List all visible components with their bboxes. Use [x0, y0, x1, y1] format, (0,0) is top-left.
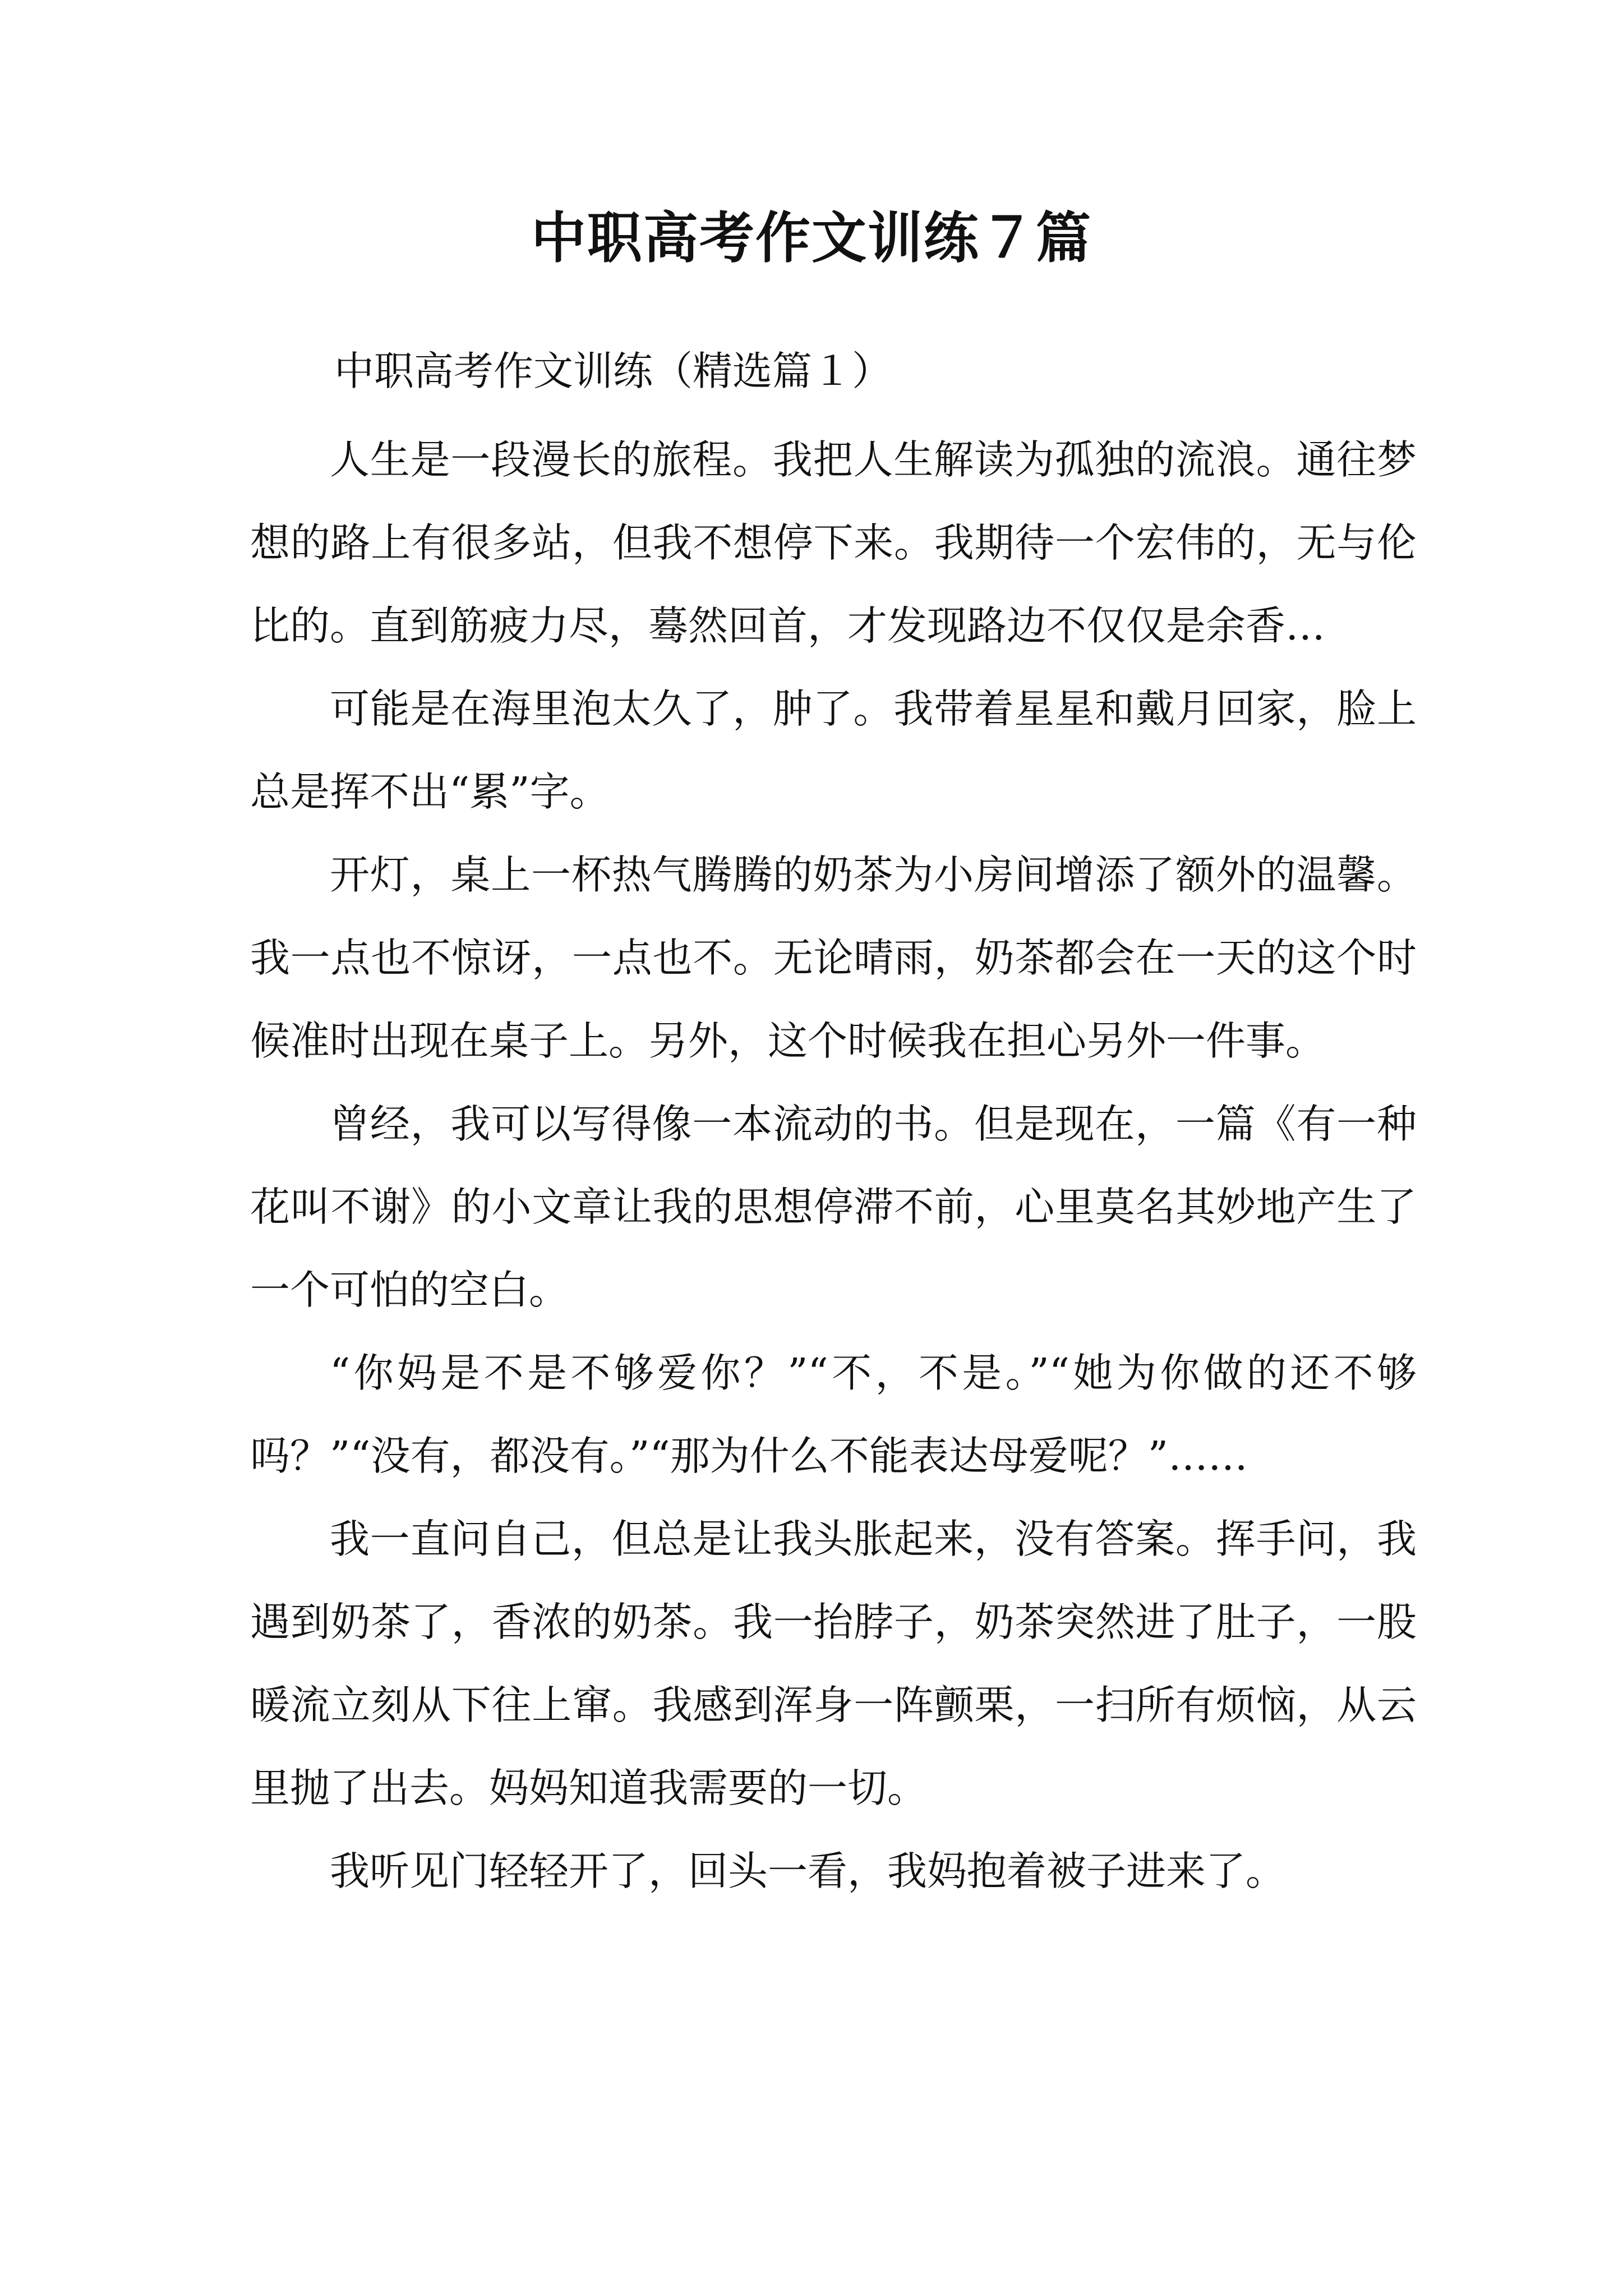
body-text — [250, 418, 1417, 1913]
paragraph: 开灯，桌上一杯热气腾腾的奶茶为小房间增添了额外的温馨。我一点也不惊讶，一点也不。无论晴雨，奶茶都会在一天的这个时候准时出现在桌子上。另外，这个时候我在担心另外一件事。 — [250, 852, 1417, 1064]
paragraph: 曾经，我可以写得像一本流动的书。但是现在，一篇《有一种花叫不谢》的小文章让我的思想停滞不前，心里莫名其妙地产生了一个可怕的空白。 — [250, 1101, 1417, 1313]
paragraph: “你妈是不是不够爱你？”“不，不是。”“她为你做的还不够吗？”“没有，都没有。”“那为什么不能表达母爱呢？”…… — [250, 1350, 1417, 1479]
paragraph: 我一直问自己，但总是让我头胀起来，没有答案。挥手问，我遇到奶茶了，香浓的奶茶。我一抬脖子，奶茶突然进了肚子，一股暖流立刻从下往上窜。我感到浑身一阵颤栗，一扫所有烦恼，从云里抛了出去。妈妈知道我需要的一切。 — [250, 1516, 1417, 1811]
paragraph: 可能是在海里泡太久了，肿了。我带着星星和戴月回家，脸上总是挥不出“累”字。 — [250, 685, 1417, 815]
section-subtitle: 中职高考作文训练（精选篇１） — [334, 348, 892, 394]
paragraph: 人生是一段漫长的旅程。我把人生解读为孤独的流浪。通往梦想的路上有很多站，但我不想停下来。我期待一个宏伟的，无与伦比的。直到筋疲力尽，蓦然回首，才发现路边不仅仅是余香… — [250, 436, 1417, 649]
paragraph: 我听见门轻轻开了，回头一看，我妈抱着被子进来了。 — [330, 1848, 1286, 1894]
document-title: 中职高考作文训练７篇 — [531, 206, 1092, 270]
